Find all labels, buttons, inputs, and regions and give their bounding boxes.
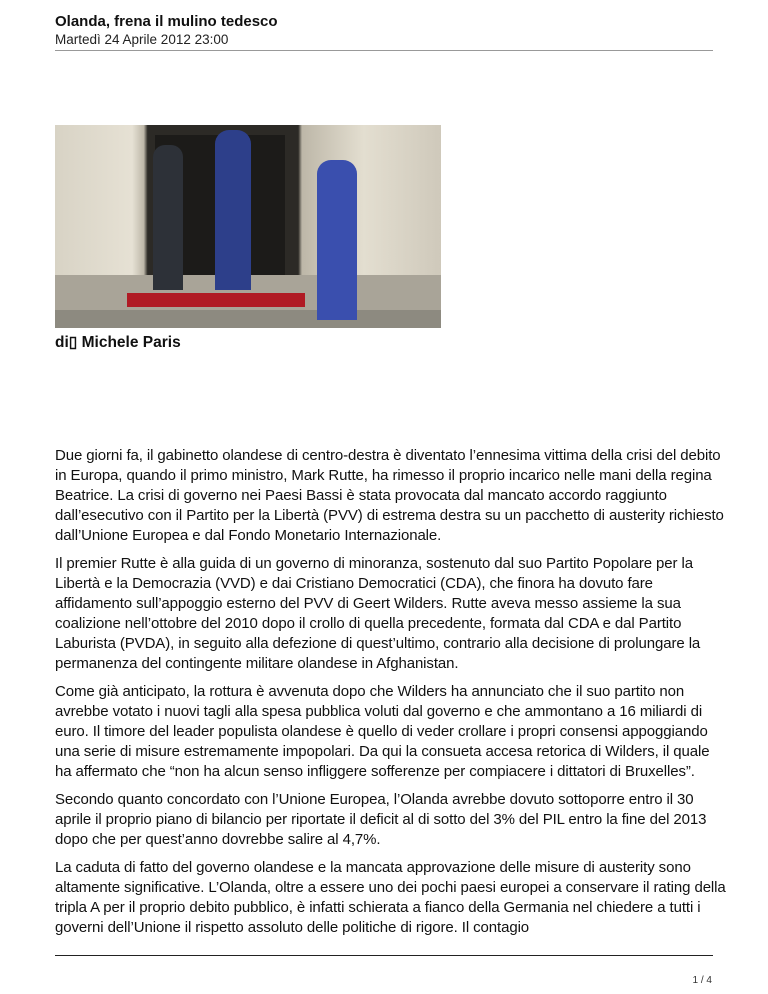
paragraph: Secondo quanto concordato con l’Unione Europea, l’Olanda avrebbe dovuto sottoporre entro il 30 aprile il proprio piano di bilancio per riportate il deficit al di sotto del 3% del PIL entro la fine del 2013 dopo che per quest’anno dovrebbe salire al 4,7%. [55,791,707,848]
paragraph: Come già anticipato, la rottura è avvenuta dopo che Wilders ha annunciato che il suo partito non avrebbe votato i nuovi tagli alla spesa pubblica voluti dal governo e che ammontano a 16 miliardi di euro. Il timore del leader populista olandese è quello di veder crollare i propri consensi appoggiando una serie di misure estremamente impopolari. Da qui la consueta accesa retorica di Wilders, il quale ha affermato che “non ha alcun senso infliggere sofferenze per compiacere i dittatori di Bruxelles”. [55,683,710,780]
article-date: Martedì 24 Aprile 2012 23:00 [55,32,229,47]
article-title: Olanda, frena il mulino tedesco [55,13,278,30]
paragraph: Il premier Rutte è alla guida di un governo di minoranza, sostenuto dal suo Partito Popolare per la Libertà e la Democrazia (VVD) e dai Cristiano Democratici (CDA), che finora ha dovuto fare affidamento sull’appoggio esterno del PVV di Geert Wilders. Rutte aveva messo assieme la sua coalizione nell’ottobre del 2010 dopo il crollo di quella precedente, formata dal CDA e dal Partito Laburista (PVDA), in seguito alla defezione di quest’ultimo, contrario alla decisione di prolungare la permanenza del contingente militare olandese in Afghanistan. [55,555,701,672]
footer-divider [55,955,713,956]
paragraph: La caduta di fatto del governo olandese e la mancata approvazione delle misure di austerity sono altamente significative. L’Olanda, oltre a essere uno dei pochi paesi europei a conservare il rating della tripla A per il proprio debito pubblico, è infatti schierata a fianco della Germania nel chiedere a tutti i governi dell’Unione il rispetto assoluto delle politiche di rigore. Il contagio [55,859,726,936]
byline: di▯ Michele Paris [55,334,181,351]
page-header [55,13,278,48]
header-divider [55,50,713,51]
page-number: 1 / 4 [692,975,712,986]
article-body [55,446,727,946]
article-photo [55,125,441,328]
paragraph: Due giorni fa, il gabinetto olandese di centro-destra è diventato l’ennesima vittima della crisi del debito in Europa, quando il primo ministro, Mark Rutte, ha rimesso il proprio incarico nelle mani della regina Beatrice. La crisi di governo nei Paesi Bassi è stata provocata dal mancato accordo raggiunto dall’esecutivo con il Partito per la Libertà (PVV) di estrema destra su un pacchetto di austerity richiesto dall’Unione Europea e dal Fondo Monetario Internazionale. [55,447,724,544]
